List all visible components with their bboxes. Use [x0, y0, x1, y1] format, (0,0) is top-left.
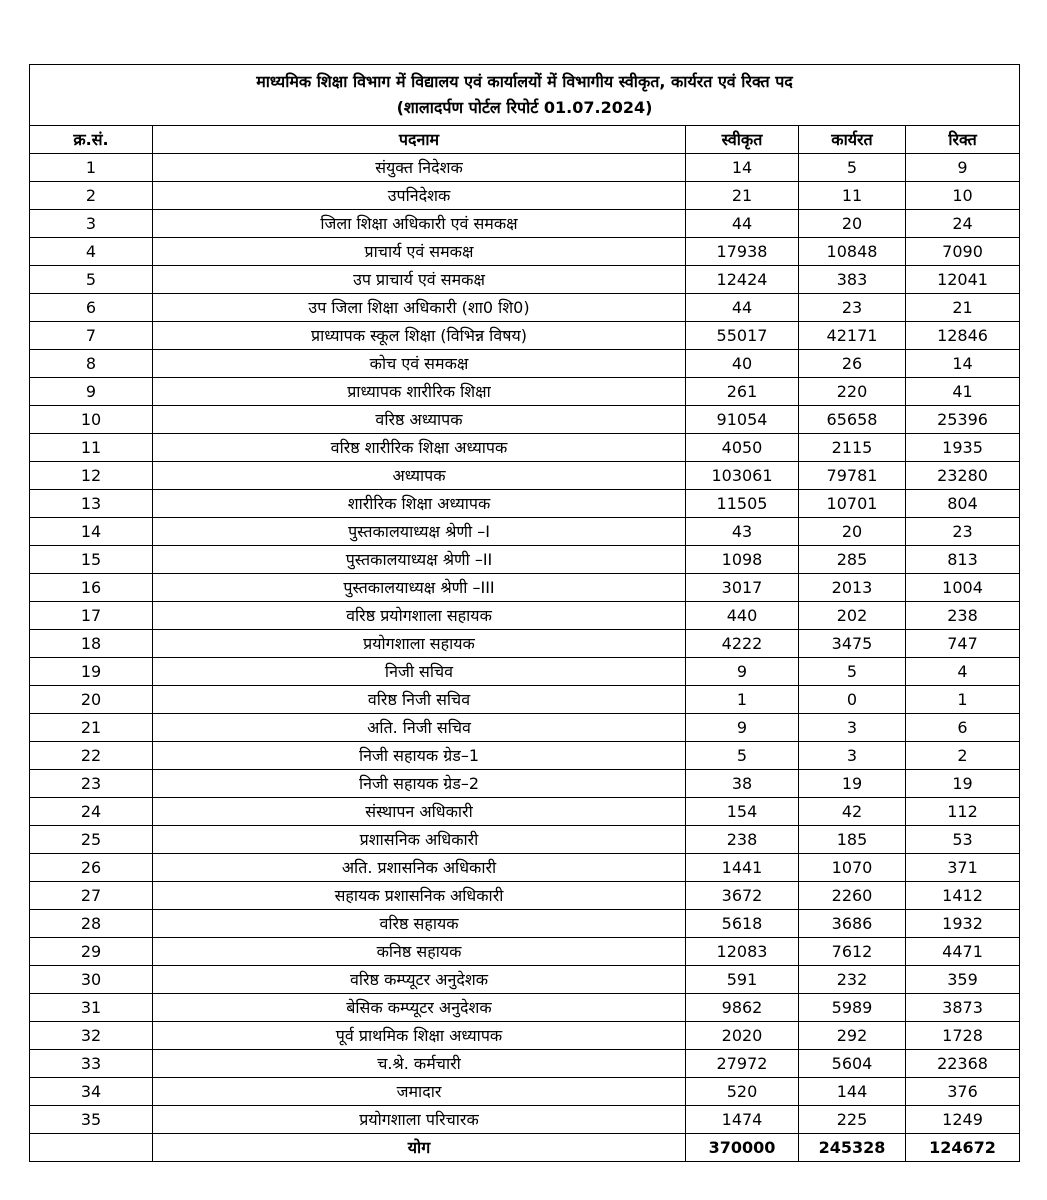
cell-sanctioned: 17938	[686, 238, 799, 266]
cell-vacant: 4	[906, 658, 1020, 686]
cell-serial: 1	[30, 154, 153, 182]
cell-serial: 14	[30, 518, 153, 546]
cell-designation: संयुक्त निदेशक	[153, 154, 686, 182]
cell-designation: संस्थापन अधिकारी	[153, 798, 686, 826]
cell-vacant: 804	[906, 490, 1020, 518]
cell-working: 10701	[799, 490, 906, 518]
table-row	[30, 994, 1020, 1022]
cell-designation: वरिष्ठ अध्यापक	[153, 406, 686, 434]
table-row	[30, 406, 1020, 434]
cell-serial: 7	[30, 322, 153, 350]
cell-vacant: 12846	[906, 322, 1020, 350]
cell-designation: प्रयोगशाला परिचारक	[153, 1106, 686, 1134]
table-row	[30, 574, 1020, 602]
cell-designation: बेसिक कम्प्यूटर अनुदेशक	[153, 994, 686, 1022]
cell-sanctioned: 261	[686, 378, 799, 406]
cell-working: 292	[799, 1022, 906, 1050]
cell-designation: वरिष्ठ निजी सचिव	[153, 686, 686, 714]
cell-working: 5	[799, 154, 906, 182]
table-row	[30, 462, 1020, 490]
cell-serial: 13	[30, 490, 153, 518]
cell-sanctioned: 91054	[686, 406, 799, 434]
cell-working: 20	[799, 518, 906, 546]
cell-sanctioned: 1474	[686, 1106, 799, 1134]
cell-serial: 26	[30, 854, 153, 882]
table-row	[30, 770, 1020, 798]
cell-designation: निजी सहायक ग्रेड–1	[153, 742, 686, 770]
cell-working: 3	[799, 742, 906, 770]
cell-vacant: 1935	[906, 434, 1020, 462]
cell-working: 2115	[799, 434, 906, 462]
cell-sanctioned: 12424	[686, 266, 799, 294]
cell-sanctioned: 2020	[686, 1022, 799, 1050]
cell-serial: 33	[30, 1050, 153, 1078]
table-row	[30, 294, 1020, 322]
table-row	[30, 322, 1020, 350]
cell-sanctioned: 4222	[686, 630, 799, 658]
cell-sanctioned: 14	[686, 154, 799, 182]
cell-sanctioned: 38	[686, 770, 799, 798]
table-row	[30, 686, 1020, 714]
cell-designation: उप जिला शिक्षा अधिकारी (शा0 शि0)	[153, 294, 686, 322]
cell-vacant: 6	[906, 714, 1020, 742]
cell-sanctioned: 1441	[686, 854, 799, 882]
total-vacant: 124672	[906, 1134, 1020, 1162]
table-title	[30, 65, 1020, 126]
cell-designation: पुस्तकालयाध्यक्ष श्रेणी –III	[153, 574, 686, 602]
total-row	[30, 1134, 1020, 1162]
cell-serial: 12	[30, 462, 153, 490]
table-row	[30, 490, 1020, 518]
cell-working: 26	[799, 350, 906, 378]
header-designation: पदनाम	[153, 126, 686, 154]
cell-working: 220	[799, 378, 906, 406]
cell-vacant: 12041	[906, 266, 1020, 294]
cell-serial: 30	[30, 966, 153, 994]
cell-serial: 17	[30, 602, 153, 630]
table-row	[30, 966, 1020, 994]
cell-serial: 11	[30, 434, 153, 462]
table-row	[30, 434, 1020, 462]
cell-designation: वरिष्ठ शारीरिक शिक्षा अध्यापक	[153, 434, 686, 462]
table-row	[30, 742, 1020, 770]
cell-working: 3686	[799, 910, 906, 938]
cell-working: 1070	[799, 854, 906, 882]
cell-vacant: 371	[906, 854, 1020, 882]
cell-working: 23	[799, 294, 906, 322]
cell-working: 5604	[799, 1050, 906, 1078]
cell-vacant: 21	[906, 294, 1020, 322]
table-row	[30, 630, 1020, 658]
cell-working: 10848	[799, 238, 906, 266]
cell-vacant: 3873	[906, 994, 1020, 1022]
cell-working: 202	[799, 602, 906, 630]
table-row	[30, 714, 1020, 742]
cell-working: 65658	[799, 406, 906, 434]
cell-working: 144	[799, 1078, 906, 1106]
cell-serial: 8	[30, 350, 153, 378]
report-document	[29, 64, 1019, 1162]
table-row	[30, 854, 1020, 882]
table-row	[30, 882, 1020, 910]
cell-designation: निजी सहायक ग्रेड–2	[153, 770, 686, 798]
cell-serial: 18	[30, 630, 153, 658]
cell-working: 3	[799, 714, 906, 742]
cell-serial: 15	[30, 546, 153, 574]
cell-sanctioned: 21	[686, 182, 799, 210]
cell-serial: 2	[30, 182, 153, 210]
cell-designation: कनिष्ठ सहायक	[153, 938, 686, 966]
cell-designation: च.श्रे. कर्मचारी	[153, 1050, 686, 1078]
table-row	[30, 238, 1020, 266]
cell-sanctioned: 9	[686, 714, 799, 742]
cell-designation: प्रशासनिक अधिकारी	[153, 826, 686, 854]
table-row	[30, 182, 1020, 210]
cell-designation: वरिष्ठ कम्प्यूटर अनुदेशक	[153, 966, 686, 994]
cell-serial: 20	[30, 686, 153, 714]
table-row	[30, 938, 1020, 966]
cell-working: 185	[799, 826, 906, 854]
title-line-1: माध्यमिक शिक्षा विभाग में विद्यालय एवं कार्यालयों में विभागीय स्वीकृत, कार्यरत एवं रिक्त पद	[256, 72, 793, 91]
cell-vacant: 2	[906, 742, 1020, 770]
total-sanctioned: 370000	[686, 1134, 799, 1162]
cell-serial: 27	[30, 882, 153, 910]
cell-working: 5	[799, 658, 906, 686]
cell-vacant: 23	[906, 518, 1020, 546]
cell-sanctioned: 154	[686, 798, 799, 826]
cell-serial: 3	[30, 210, 153, 238]
cell-designation: पुस्तकालयाध्यक्ष श्रेणी –II	[153, 546, 686, 574]
cell-serial: 29	[30, 938, 153, 966]
cell-vacant: 22368	[906, 1050, 1020, 1078]
table-row	[30, 546, 1020, 574]
table-row	[30, 798, 1020, 826]
cell-sanctioned: 3017	[686, 574, 799, 602]
cell-vacant: 112	[906, 798, 1020, 826]
cell-designation: जिला शिक्षा अधिकारी एवं समकक्ष	[153, 210, 686, 238]
cell-vacant: 1004	[906, 574, 1020, 602]
cell-sanctioned: 27972	[686, 1050, 799, 1078]
cell-vacant: 1	[906, 686, 1020, 714]
cell-working: 79781	[799, 462, 906, 490]
cell-vacant: 19	[906, 770, 1020, 798]
cell-designation: कोच एवं समकक्ष	[153, 350, 686, 378]
header-sanctioned: स्वीकृत	[686, 126, 799, 154]
cell-sanctioned: 4050	[686, 434, 799, 462]
cell-working: 285	[799, 546, 906, 574]
cell-designation: जमादार	[153, 1078, 686, 1106]
cell-vacant: 1412	[906, 882, 1020, 910]
cell-serial: 19	[30, 658, 153, 686]
cell-designation: अति. प्रशासनिक अधिकारी	[153, 854, 686, 882]
cell-designation: निजी सचिव	[153, 658, 686, 686]
cell-working: 383	[799, 266, 906, 294]
cell-serial: 16	[30, 574, 153, 602]
cell-vacant: 7090	[906, 238, 1020, 266]
cell-designation: वरिष्ठ सहायक	[153, 910, 686, 938]
cell-serial: 35	[30, 1106, 153, 1134]
cell-sanctioned: 238	[686, 826, 799, 854]
cell-sanctioned: 1	[686, 686, 799, 714]
table-row	[30, 518, 1020, 546]
cell-serial: 4	[30, 238, 153, 266]
cell-vacant: 376	[906, 1078, 1020, 1106]
cell-designation: प्रयोगशाला सहायक	[153, 630, 686, 658]
cell-working: 19	[799, 770, 906, 798]
table-row	[30, 910, 1020, 938]
table-row	[30, 1022, 1020, 1050]
cell-working: 232	[799, 966, 906, 994]
cell-designation: प्राध्यापक स्कूल शिक्षा (विभिन्न विषय)	[153, 322, 686, 350]
cell-designation: उप प्राचार्य एवं समकक्ष	[153, 266, 686, 294]
cell-working: 0	[799, 686, 906, 714]
posts-table	[29, 64, 1020, 1162]
cell-vacant: 359	[906, 966, 1020, 994]
table-row	[30, 210, 1020, 238]
cell-sanctioned: 43	[686, 518, 799, 546]
cell-vacant: 41	[906, 378, 1020, 406]
header-row	[30, 126, 1020, 154]
cell-sanctioned: 12083	[686, 938, 799, 966]
cell-vacant: 9	[906, 154, 1020, 182]
cell-designation: पुस्तकालयाध्यक्ष श्रेणी –I	[153, 518, 686, 546]
cell-vacant: 53	[906, 826, 1020, 854]
total-working: 245328	[799, 1134, 906, 1162]
cell-vacant: 238	[906, 602, 1020, 630]
cell-sanctioned: 5618	[686, 910, 799, 938]
header-vacant: रिक्त	[906, 126, 1020, 154]
total-label: योग	[153, 1134, 686, 1162]
cell-vacant: 1728	[906, 1022, 1020, 1050]
cell-serial: 34	[30, 1078, 153, 1106]
cell-sanctioned: 591	[686, 966, 799, 994]
cell-working: 2013	[799, 574, 906, 602]
table-row	[30, 1078, 1020, 1106]
cell-vacant: 1249	[906, 1106, 1020, 1134]
table-row	[30, 1050, 1020, 1078]
cell-serial: 32	[30, 1022, 153, 1050]
cell-designation: शारीरिक शिक्षा अध्यापक	[153, 490, 686, 518]
cell-serial: 6	[30, 294, 153, 322]
table-row	[30, 266, 1020, 294]
cell-sanctioned: 40	[686, 350, 799, 378]
cell-sanctioned: 44	[686, 210, 799, 238]
cell-designation: अति. निजी सचिव	[153, 714, 686, 742]
cell-sanctioned: 3672	[686, 882, 799, 910]
cell-designation: प्राचार्य एवं समकक्ष	[153, 238, 686, 266]
cell-designation: पूर्व प्राथमिक शिक्षा अध्यापक	[153, 1022, 686, 1050]
cell-working: 2260	[799, 882, 906, 910]
cell-serial: 25	[30, 826, 153, 854]
table-row	[30, 378, 1020, 406]
title-row	[30, 65, 1020, 126]
cell-working: 3475	[799, 630, 906, 658]
header-working: कार्यरत	[799, 126, 906, 154]
cell-sanctioned: 9	[686, 658, 799, 686]
cell-designation: अध्यापक	[153, 462, 686, 490]
cell-serial: 24	[30, 798, 153, 826]
cell-designation: प्राध्यापक शारीरिक शिक्षा	[153, 378, 686, 406]
cell-vacant: 10	[906, 182, 1020, 210]
cell-working: 42171	[799, 322, 906, 350]
cell-working: 5989	[799, 994, 906, 1022]
header-serial: क्र.सं.	[30, 126, 153, 154]
cell-vacant: 25396	[906, 406, 1020, 434]
cell-vacant: 14	[906, 350, 1020, 378]
cell-vacant: 24	[906, 210, 1020, 238]
cell-sanctioned: 440	[686, 602, 799, 630]
cell-sanctioned: 520	[686, 1078, 799, 1106]
cell-sanctioned: 9862	[686, 994, 799, 1022]
table-row	[30, 658, 1020, 686]
total-serial-cell	[30, 1134, 153, 1162]
cell-serial: 21	[30, 714, 153, 742]
cell-vacant: 4471	[906, 938, 1020, 966]
cell-working: 11	[799, 182, 906, 210]
cell-sanctioned: 55017	[686, 322, 799, 350]
cell-designation: वरिष्ठ प्रयोगशाला सहायक	[153, 602, 686, 630]
cell-working: 20	[799, 210, 906, 238]
title-line-2: (शालादर्पण पोर्टल रिपोर्ट 01.07.2024)	[396, 98, 653, 117]
cell-serial: 9	[30, 378, 153, 406]
cell-sanctioned: 1098	[686, 546, 799, 574]
cell-sanctioned: 11505	[686, 490, 799, 518]
cell-sanctioned: 103061	[686, 462, 799, 490]
cell-designation: उपनिदेशक	[153, 182, 686, 210]
table-body	[30, 154, 1020, 1134]
cell-sanctioned: 5	[686, 742, 799, 770]
table-row	[30, 350, 1020, 378]
table-row	[30, 1106, 1020, 1134]
cell-vacant: 23280	[906, 462, 1020, 490]
cell-vacant: 747	[906, 630, 1020, 658]
cell-working: 225	[799, 1106, 906, 1134]
cell-serial: 10	[30, 406, 153, 434]
table-row	[30, 154, 1020, 182]
table-row	[30, 602, 1020, 630]
cell-serial: 31	[30, 994, 153, 1022]
cell-designation: सहायक प्रशासनिक अधिकारी	[153, 882, 686, 910]
cell-sanctioned: 44	[686, 294, 799, 322]
cell-working: 42	[799, 798, 906, 826]
cell-working: 7612	[799, 938, 906, 966]
cell-vacant: 813	[906, 546, 1020, 574]
table-row	[30, 826, 1020, 854]
cell-serial: 28	[30, 910, 153, 938]
cell-vacant: 1932	[906, 910, 1020, 938]
cell-serial: 22	[30, 742, 153, 770]
cell-serial: 5	[30, 266, 153, 294]
cell-serial: 23	[30, 770, 153, 798]
